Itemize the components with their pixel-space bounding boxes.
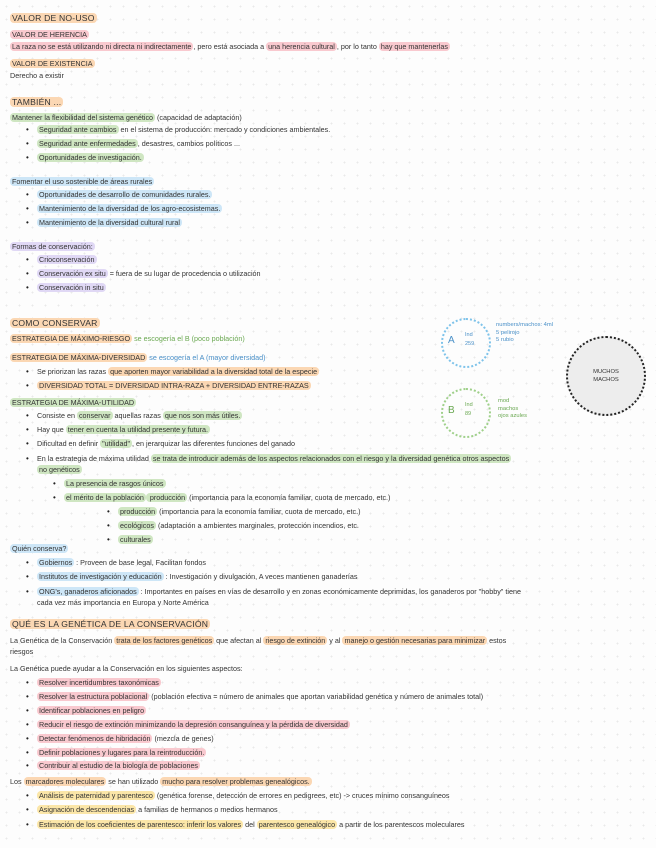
muchos-machos-circle: MUCHOS MACHOS: [566, 336, 646, 416]
sub-list-item: • La presencia de rasgos únicos: [64, 479, 166, 489]
sub-sub-list-item: • producción (importancia para la economía familiar, cuota de mercado, etc.): [118, 507, 361, 517]
list-item: • Resolver la estructura poblacional (población efectiva = número de animales que aportan variabilidad genética y número de animales total): [37, 692, 483, 702]
section-title-como-conservar: COMO CONSERVAR: [12, 318, 98, 328]
section-title-no-uso: VALOR DE NO-USO: [12, 13, 95, 23]
list-item: • Contribuir al estudio de la biología de poblaciones: [37, 761, 200, 771]
list-item: • Se priorizan las razas que aporten mayor variabilidad a la diversidad total de la especie: [37, 367, 319, 377]
list-item: • Análisis de paternidad y parentesco (genética forense, detección de errores en pedigrees, etc) -> cruces mínimo consanguíneos: [37, 791, 450, 801]
list-item: • Gobiernos : Proveen de base legal, Facilitan fondos: [37, 558, 206, 568]
population-a-circle: A Ind 259: [441, 318, 491, 368]
section-title-tambien: TAMBIÉN ...: [12, 97, 62, 107]
list-item: • Seguridad ante cambios en el sistema de producción: mercado y condiciones ambientales.: [37, 125, 330, 135]
sub-sub-list-item: • ecológicos (adaptación a ambientes marginales, protección incendios, etc.: [118, 521, 359, 531]
list-item: • En la estrategia de máxima utilidad se trata de introducir además de los aspectos relacionados con el riesgo y la diversidad genética otros aspectos: [37, 454, 511, 464]
sub-list-item: • el mérito de la población producción (importancia para la economía familiar, cuota de mercado, etc.): [64, 493, 390, 503]
sub-sub-list-item: • culturales: [118, 535, 153, 545]
list-item: • Oportunidades de desarrollo de comunidades rurales.: [37, 190, 212, 200]
list-item: • Definir poblaciones y lugares para la reintroducción.: [37, 748, 206, 758]
paragraph-definicion-cont: riesgos: [10, 647, 34, 656]
group-flexibilidad-heading: Mantener la flexibilidad del sistema genético (capacidad de adaptación): [12, 113, 242, 122]
paragraph-definicion: La Genética de la Conservación trata de los factores genéticos que afectan al riesgo de extinción y al manejo o gestión necesarias para minimizar estos: [10, 636, 507, 645]
paragraph-aspectos: La Genética puede ayudar a la Conservación en los siguientes aspectos:: [10, 664, 243, 673]
list-item-continued: cada vez más importancia en Europa y Norte América: [37, 598, 209, 607]
list-item: • Seguridad ante enfermedades , desastres, cambios políticos ...: [37, 139, 240, 149]
heading-herencia: VALOR DE HERENCIA: [12, 30, 87, 39]
list-item: • Resolver incertidumbres taxonómicas: [37, 678, 161, 688]
list-item: • Mantenimiento de la diversidad de los agro-ecosistemas.: [37, 204, 222, 214]
population-b-note: mod machos ojos azules: [498, 398, 528, 419]
group-formas-heading: Formas de conservación:: [12, 242, 93, 251]
list-item: • Institutos de investigación y educación : Investigación y divulgación, A veces mantienen ganaderías: [37, 572, 357, 582]
paragraph-marcadores: Los marcadores moleculares se han utilizado mucho para resolver problemas genealógicos.: [10, 777, 310, 786]
heading-existencia: VALOR DE EXISTENCIA: [12, 59, 93, 68]
list-item: • DIVERSIDAD TOTAL = DIVERSIDAD INTRA-RAZA + DIVERSIDAD ENTRE-RAZAS: [37, 381, 311, 391]
population-b-circle: B Ind 89: [441, 388, 491, 438]
quien-conserva-heading: Quién conserva?: [12, 544, 67, 553]
estrategia-maxima-utilidad: ESTRATEGIA DE MÁXIMA-UTILIDAD: [12, 398, 135, 407]
estrategia-maxima-diversidad: ESTRATEGIA DE MÁXIMA-DIVERSIDAD se escogería el A (mayor diversidad): [12, 353, 266, 362]
list-item: • Identificar poblaciones en peligro: [37, 706, 146, 716]
list-item: • Oportunidades de investigación.: [37, 153, 144, 163]
section-title-genetica: QUÉ ES LA GENÉTICA DE LA CONSERVACIÓN: [12, 619, 209, 629]
list-item: • Dificultad en definir "utilidad" , en jerarquizar las diferentes funciones del ganado: [37, 439, 295, 449]
text-existencia: Derecho a existir: [10, 71, 64, 80]
list-item: • Estimación de los coeficientes de parentesco: inferir los valores del parentesco genealógico a partir de los parentescos moleculares: [37, 820, 465, 830]
list-item: • Conservación ex situ = fuera de su lugar de procedencia o utilización: [37, 269, 261, 279]
text-herencia: La raza no se está utilizando ni directa ni indirectamente , pero está asociada a una herencia cultural , por lo tanto hay que mantenerlas: [12, 42, 448, 51]
list-item-continued: no genéticos: [39, 465, 80, 474]
estrategia-maximo-riesgo: ESTRATEGIA DE MÁXIMO-RIESGO se escogería el B (poco población): [12, 334, 245, 343]
group-areas-rurales-heading: Fomentar el uso sostenible de áreas rurales: [12, 177, 153, 186]
list-item: • Hay que tener en cuenta la utilidad presente y futura.: [37, 425, 210, 435]
list-item: • Crioconservación: [37, 255, 97, 265]
list-item: • Detectar fenómenos de hibridación (mezcla de genes): [37, 734, 214, 744]
population-a-note: numbers/machos: 4ml 5 pelirojo 5 rubio: [496, 322, 554, 343]
list-item: • Asignación de descendencias a familias de hermanos o medios hermanos: [37, 805, 278, 815]
list-item: • Conservación in situ: [37, 283, 106, 293]
list-item: • ONG's, ganaderos aficionados : Importantes en países en vías de desarrollo y en zonas económicamente deprimidas, los ganaderos por "hobby" tiene: [37, 587, 521, 597]
list-item: • Reducir el riesgo de extinción minimizando la depresión consanguínea y la pérdida de diversidad: [37, 720, 350, 730]
list-item: • Mantenimiento de la diversidad cultural rural: [37, 218, 182, 228]
list-item: • Consiste en conservar aquellas razas que nos son más útiles.: [37, 411, 242, 421]
